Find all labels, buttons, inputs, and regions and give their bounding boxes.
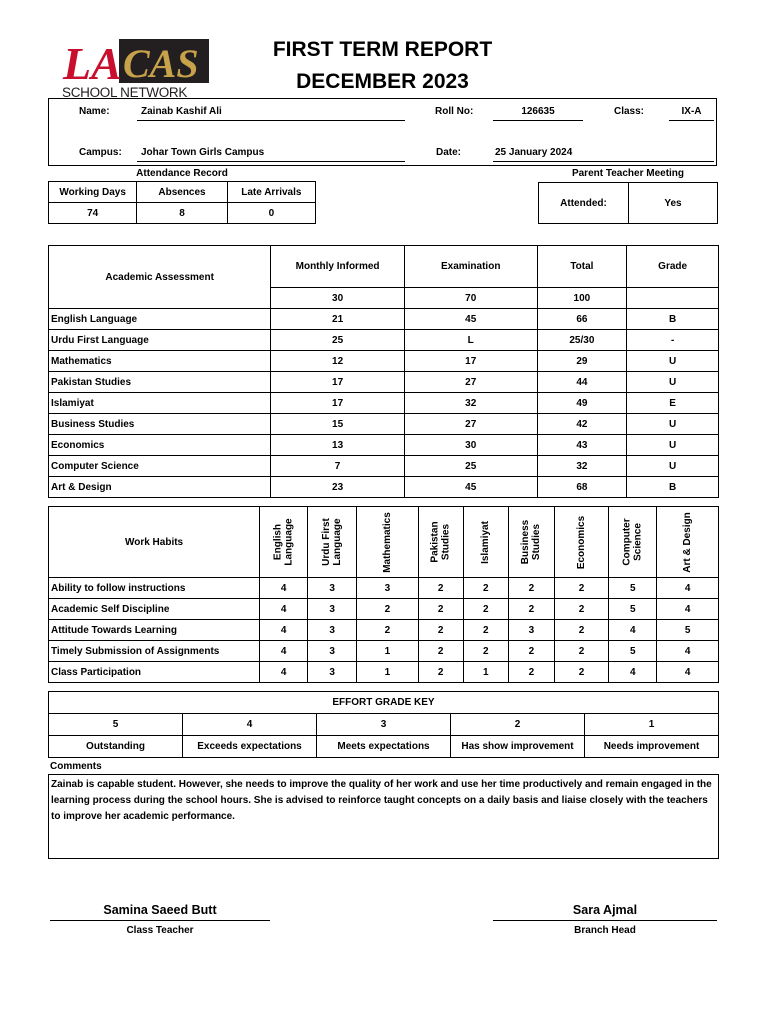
habits-subject-header	[357, 507, 419, 578]
habit-score: 4	[657, 662, 719, 683]
habit-score: 2	[554, 620, 608, 641]
total-score: 66	[537, 309, 627, 330]
habits-subject-header	[463, 507, 508, 578]
monthly-score: 17	[271, 372, 405, 393]
exam-score: 25	[404, 456, 537, 477]
habits-subject-header	[609, 507, 657, 578]
habit-label: Ability to follow instructions	[49, 578, 260, 599]
comments-box	[48, 774, 719, 859]
habit-score: 3	[357, 578, 419, 599]
max-monthly: 30	[271, 288, 405, 309]
habit-score: 2	[463, 620, 508, 641]
max-exam: 70	[404, 288, 537, 309]
absences-header: Absences	[137, 182, 227, 203]
habit-score: 2	[418, 599, 463, 620]
subject-label-line: Studies	[440, 523, 452, 561]
student-info-box	[48, 98, 717, 166]
habits-subject-label	[273, 518, 295, 565]
habit-score: 4	[260, 599, 308, 620]
habit-score: 4	[657, 599, 719, 620]
habits-subject-label	[622, 518, 644, 565]
effort-grade: 1	[585, 714, 719, 736]
logo-subtitle: SCHOOL NETWORK	[62, 85, 188, 99]
ptm-attended-label: Attended:	[539, 183, 629, 224]
subject-label-line: English	[272, 523, 284, 561]
subject-label-line: Urdu First	[321, 518, 333, 566]
effort-label: Exceeds expectations	[183, 736, 317, 758]
habit-score: 2	[418, 620, 463, 641]
monthly-score: 25	[271, 330, 405, 351]
grade-value: -	[627, 330, 719, 351]
habits-subject-label	[382, 512, 393, 573]
monthly-score: 21	[271, 309, 405, 330]
total-score: 43	[537, 435, 627, 456]
habits-subject-label	[321, 518, 343, 566]
grade-value: U	[627, 456, 719, 477]
name-label: Name:	[79, 106, 110, 117]
habit-score: 2	[357, 620, 419, 641]
habits-subject-header	[554, 507, 608, 578]
monthly-score: 13	[271, 435, 405, 456]
col-monthly: Monthly Informed	[271, 246, 405, 288]
habit-score: 4	[657, 578, 719, 599]
habits-subject-label	[430, 521, 452, 562]
subject-label-line: Islamiyat	[480, 520, 492, 564]
habit-score: 2	[508, 641, 554, 662]
total-score: 29	[537, 351, 627, 372]
subject-name: Islamiyat	[49, 393, 271, 414]
effort-grade: 5	[49, 714, 183, 736]
habit-row	[49, 641, 719, 662]
habit-score: 2	[463, 578, 508, 599]
date-value: 25 January 2024	[495, 147, 573, 158]
grade-value: U	[627, 351, 719, 372]
habit-score: 4	[260, 662, 308, 683]
habit-score: 3	[308, 620, 357, 641]
habit-score: 4	[260, 641, 308, 662]
academic-row	[49, 435, 719, 456]
subject-name: English Language	[49, 309, 271, 330]
monthly-score: 7	[271, 456, 405, 477]
exam-score: 45	[404, 309, 537, 330]
work-habits-table	[48, 506, 719, 683]
subject-label-line: Economics	[576, 515, 588, 569]
ptm-table	[538, 182, 718, 224]
attendance-title: Attendance Record	[136, 168, 228, 179]
habit-row	[49, 599, 719, 620]
total-score: 32	[537, 456, 627, 477]
grade-value: B	[627, 477, 719, 498]
monthly-score: 15	[271, 414, 405, 435]
effort-label: Meets expectations	[317, 736, 451, 758]
late-arrivals-header: Late Arrivals	[227, 182, 315, 203]
habit-score: 5	[609, 599, 657, 620]
total-score: 42	[537, 414, 627, 435]
academic-row	[49, 477, 719, 498]
habit-score: 3	[508, 620, 554, 641]
campus-value: Johar Town Girls Campus	[141, 147, 265, 158]
exam-score: 45	[404, 477, 537, 498]
subject-label-line: Art & Design	[682, 511, 694, 573]
academic-row	[49, 309, 719, 330]
habits-subject-header	[508, 507, 554, 578]
total-score: 25/30	[537, 330, 627, 351]
date-label: Date:	[436, 147, 462, 158]
effort-grade: 3	[317, 714, 451, 736]
habit-label: Timely Submission of Assignments	[49, 641, 260, 662]
subject-name: Economics	[49, 435, 271, 456]
monthly-score: 23	[271, 477, 405, 498]
academic-row	[49, 351, 719, 372]
col-grade: Grade	[627, 246, 719, 288]
subject-label-line: Mathematics	[381, 511, 393, 573]
subject-name: Computer Science	[49, 456, 271, 477]
effort-grade: 4	[183, 714, 317, 736]
habit-score: 2	[357, 599, 419, 620]
habit-score: 5	[609, 578, 657, 599]
ptm-attended-value: Yes	[629, 183, 718, 224]
academic-header: Academic Assessment	[49, 246, 271, 309]
subject-name: Pakistan Studies	[49, 372, 271, 393]
student-name: Zainab Kashif Ali	[141, 106, 222, 117]
subject-label-line: Computer	[621, 518, 633, 566]
exam-score: 17	[404, 351, 537, 372]
subject-name: Art & Design	[49, 477, 271, 498]
habit-row	[49, 620, 719, 641]
attendance-table	[48, 181, 316, 224]
subject-label-line: Pakistan	[429, 521, 441, 563]
habit-score: 2	[508, 578, 554, 599]
habit-score: 4	[609, 620, 657, 641]
habits-subject-label	[480, 521, 491, 564]
class-value: IX-A	[681, 106, 702, 117]
effort-key-title: EFFORT GRADE KEY	[49, 692, 719, 714]
report-period: DECEMBER 2023	[296, 70, 469, 93]
comments-title: Comments	[50, 761, 102, 772]
effort-label: Outstanding	[49, 736, 183, 758]
habits-subject-header	[260, 507, 308, 578]
total-score: 49	[537, 393, 627, 414]
class-teacher-role: Class Teacher	[126, 925, 194, 936]
roll-label: Roll No:	[435, 106, 474, 117]
subject-label-line: Business	[520, 519, 532, 565]
exam-score: 32	[404, 393, 537, 414]
subject-label-line: Studies	[531, 523, 543, 561]
habit-score: 5	[657, 620, 719, 641]
habit-score: 3	[308, 662, 357, 683]
comments-text: Zainab is capable student. However, she needs to improve the quality of her work and use her time productively and remain engaged in the learning process during the school hours. She is advised to reinforce taught concepts on a daily basis and liaise closely with the teachers to improve her academic performance.	[51, 779, 712, 822]
total-score: 68	[537, 477, 627, 498]
grade-value: B	[627, 309, 719, 330]
habit-row	[49, 578, 719, 599]
subject-name: Business Studies	[49, 414, 271, 435]
academic-row	[49, 456, 719, 477]
branch-head-name: Sara Ajmal	[572, 903, 638, 917]
habit-score: 3	[308, 599, 357, 620]
exam-score: 30	[404, 435, 537, 456]
academic-row	[49, 414, 719, 435]
habit-score: 4	[260, 620, 308, 641]
absences-value: 8	[137, 203, 227, 224]
habit-score: 4	[260, 578, 308, 599]
academic-row	[49, 372, 719, 393]
svg-text:LA: LA	[63, 38, 122, 89]
class-teacher-name: Samina Saeed Butt	[103, 903, 217, 917]
col-total: Total	[537, 246, 627, 288]
subject-label-line: Language	[332, 518, 344, 566]
class-label: Class:	[614, 106, 645, 117]
grade-value: U	[627, 414, 719, 435]
habit-score: 3	[308, 641, 357, 662]
habit-score: 2	[418, 662, 463, 683]
habit-score: 3	[308, 578, 357, 599]
effort-label: Needs improvement	[585, 736, 719, 758]
habit-label: Class Participation	[49, 662, 260, 683]
habits-subject-label	[520, 520, 542, 564]
habit-label: Attitude Towards Learning	[49, 620, 260, 641]
habit-score: 2	[463, 599, 508, 620]
col-exam: Examination	[404, 246, 537, 288]
work-habits-header: Work Habits	[49, 507, 260, 578]
working-days-value: 74	[49, 203, 137, 224]
habit-score: 2	[418, 641, 463, 662]
branch-head-role: Branch Head	[574, 925, 636, 936]
report-title: FIRST TERM REPORT	[272, 38, 493, 61]
roll-number: 126635	[521, 106, 555, 117]
habit-score: 2	[418, 578, 463, 599]
habits-subject-label	[682, 512, 693, 573]
subject-name: Urdu First Language	[49, 330, 271, 351]
campus-label: Campus:	[79, 147, 122, 158]
grade-value: U	[627, 435, 719, 456]
grade-value: E	[627, 393, 719, 414]
habit-score: 1	[357, 662, 419, 683]
monthly-score: 17	[271, 393, 405, 414]
habit-label: Academic Self Discipline	[49, 599, 260, 620]
exam-score: L	[404, 330, 537, 351]
habit-score: 2	[554, 578, 608, 599]
habit-score: 1	[463, 662, 508, 683]
ptm-title: Parent Teacher Meeting	[571, 168, 685, 179]
habit-score: 2	[508, 662, 554, 683]
monthly-score: 12	[271, 351, 405, 372]
habit-score: 2	[554, 599, 608, 620]
habits-subject-label	[576, 515, 587, 568]
habits-subject-header	[418, 507, 463, 578]
exam-score: 27	[404, 372, 537, 393]
effort-key-table	[48, 691, 719, 758]
habits-subject-header	[657, 507, 719, 578]
svg-text:CAS: CAS	[123, 41, 199, 86]
working-days-header: Working Days	[49, 182, 137, 203]
effort-grade: 2	[451, 714, 585, 736]
late-arrivals-value: 0	[227, 203, 315, 224]
max-total: 100	[537, 288, 627, 309]
subject-name: Mathematics	[49, 351, 271, 372]
habit-score: 2	[508, 599, 554, 620]
academic-row	[49, 330, 719, 351]
habit-row	[49, 662, 719, 683]
effort-label: Has show improvement	[451, 736, 585, 758]
subject-label-line: Science	[632, 523, 644, 561]
subject-label-line: Language	[283, 518, 295, 566]
habit-score: 2	[463, 641, 508, 662]
habit-score: 4	[657, 641, 719, 662]
grade-value: U	[627, 372, 719, 393]
total-score: 44	[537, 372, 627, 393]
school-logo	[61, 37, 210, 99]
habit-score: 1	[357, 641, 419, 662]
habit-score: 2	[554, 641, 608, 662]
habit-score: 2	[554, 662, 608, 683]
exam-score: 27	[404, 414, 537, 435]
habits-subject-header	[308, 507, 357, 578]
habit-score: 5	[609, 641, 657, 662]
academic-table	[48, 245, 719, 498]
academic-row	[49, 393, 719, 414]
habit-score: 4	[609, 662, 657, 683]
